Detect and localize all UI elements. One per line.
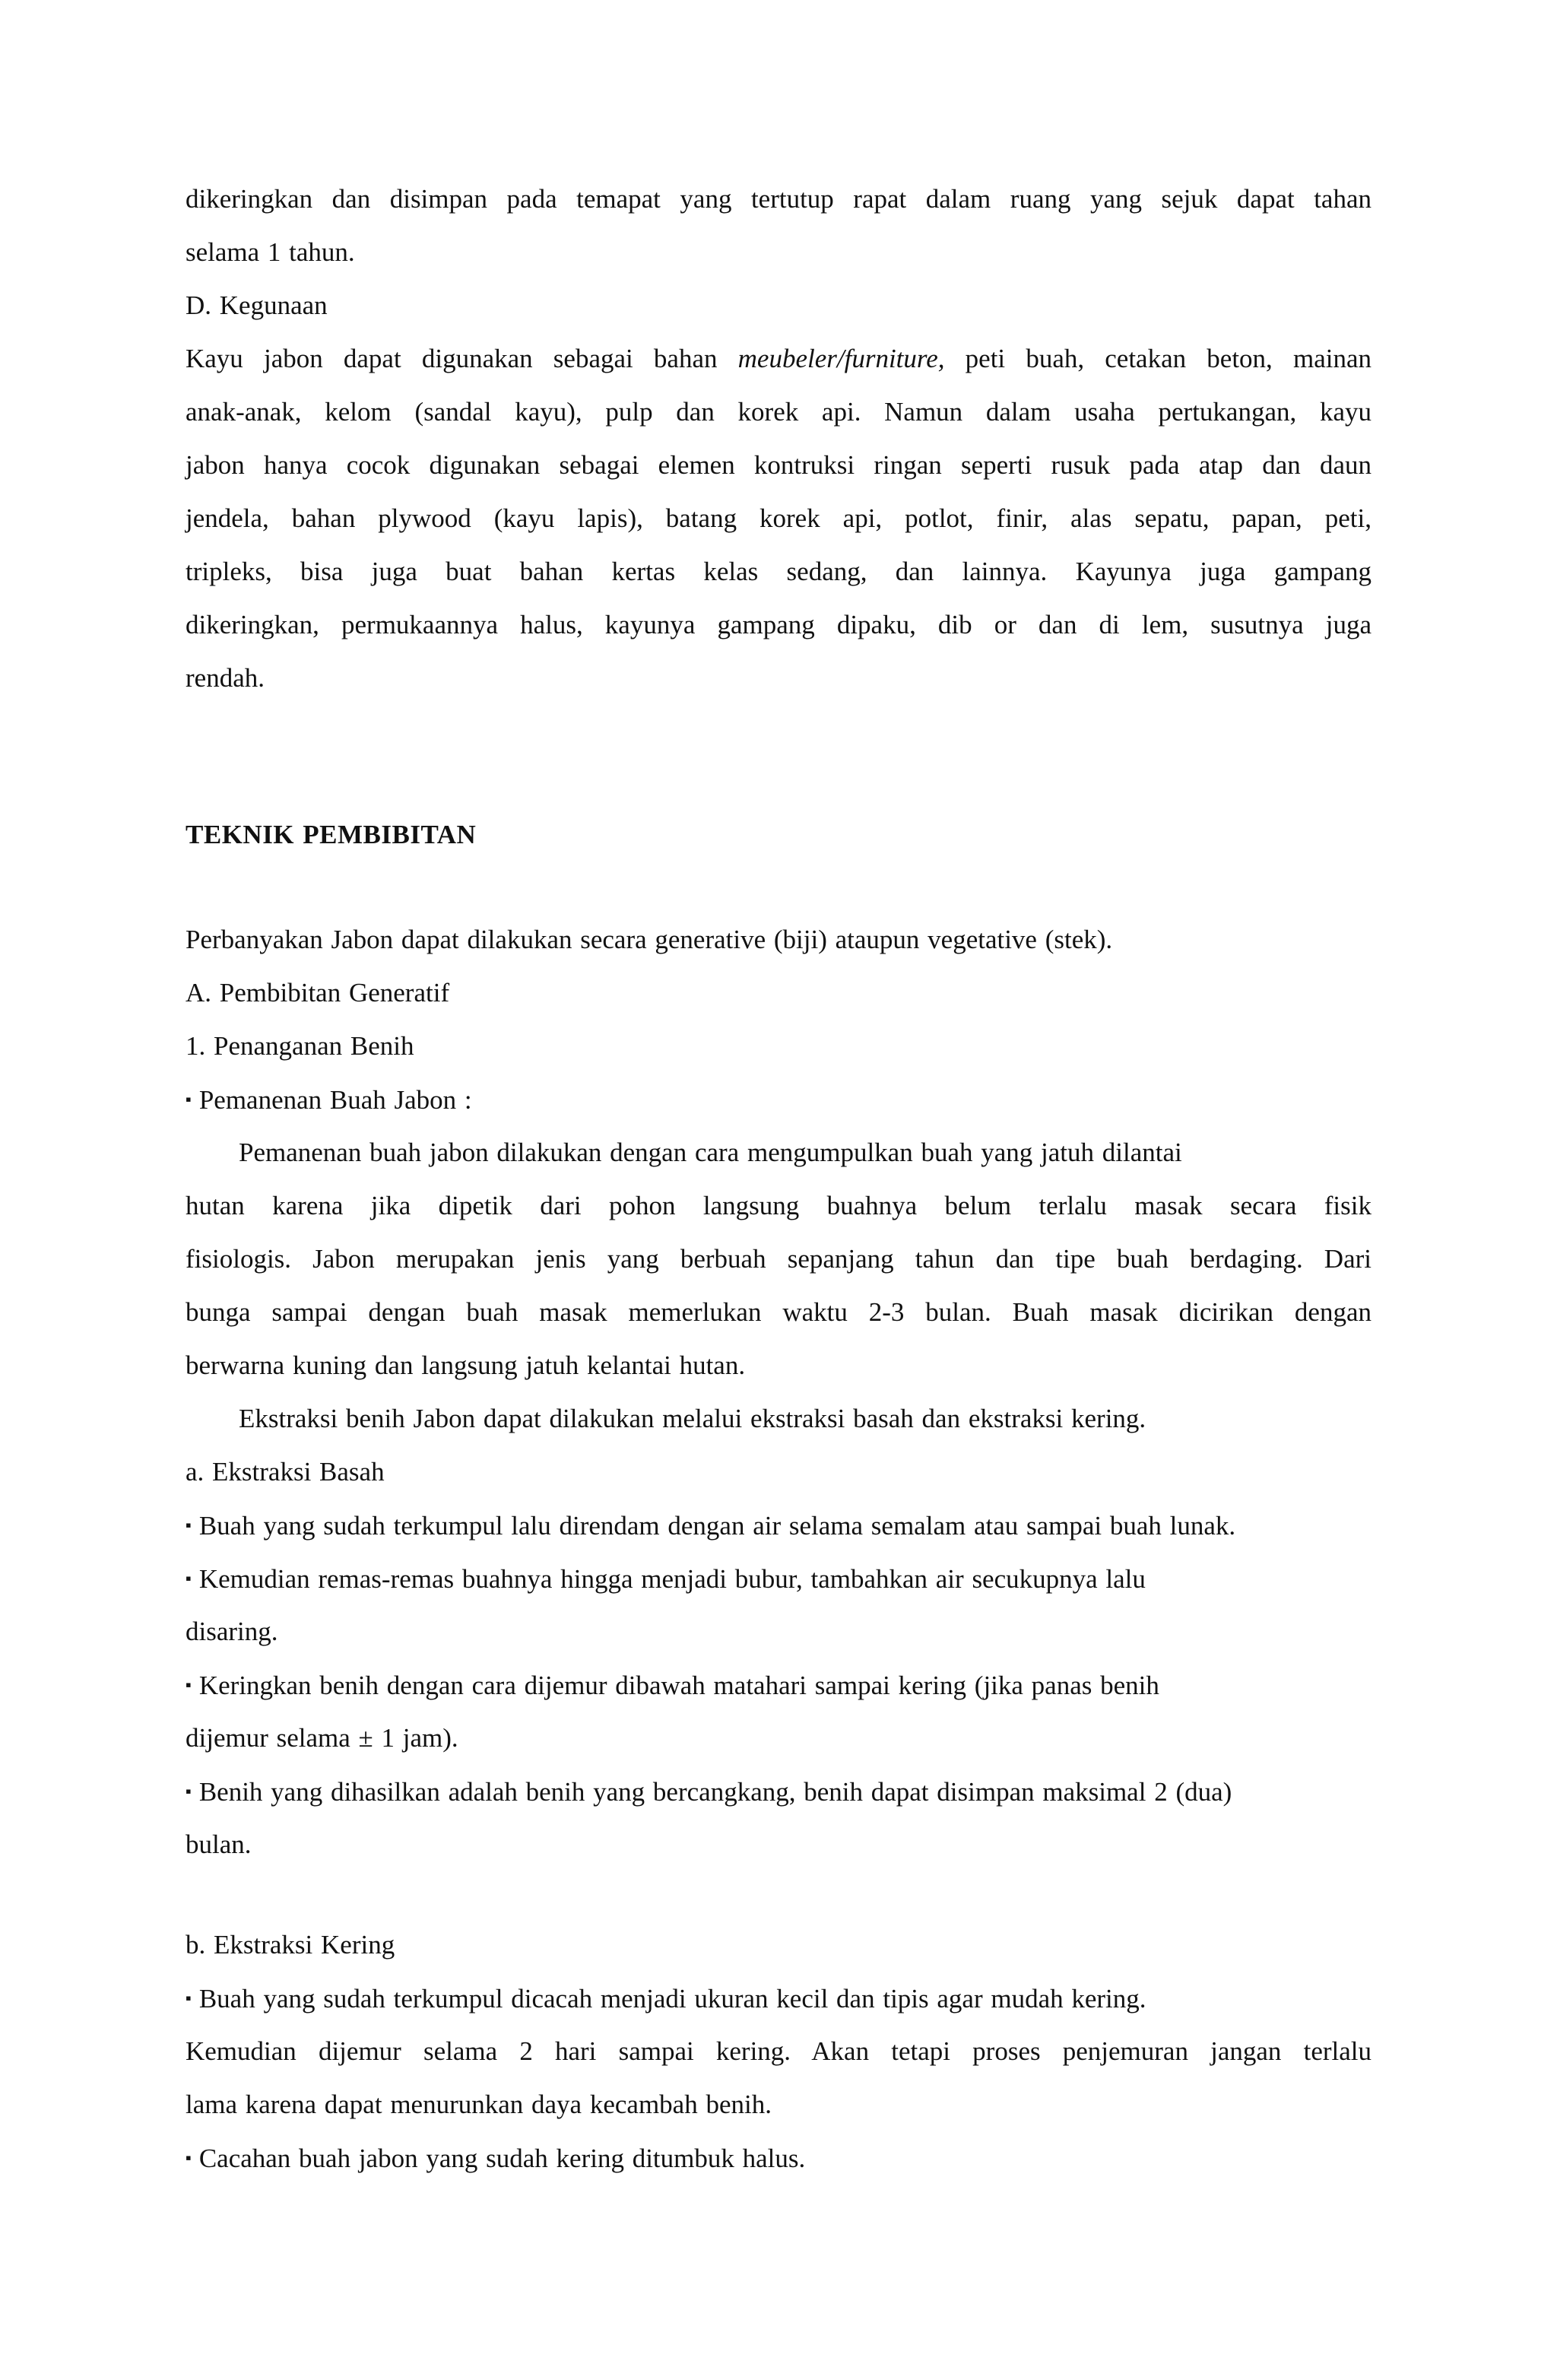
paragraph-line: Kayu jabon dapat digunakan sebagai bahan meubeler/furniture, peti buah, cetakan beton, mainan: [186, 344, 1371, 373]
paragraph-line: lama karena dapat menurunkan daya kecambah benih.: [186, 2090, 772, 2119]
paragraph-line: berwarna kuning dan langsung jatuh kelantai hutan.: [186, 1350, 746, 1380]
subheading-ekstraksi-kering: b. Ekstraksi Kering: [186, 1930, 395, 1960]
paragraph-line: bulan.: [186, 1829, 252, 1859]
bullet-icon: ▪: [186, 1569, 192, 1588]
paragraph-line: disaring.: [186, 1617, 278, 1646]
bullet-item: ▪ Benih yang dihasilkan adalah benih yang bercangkang, benih dapat disimpan maksimal 2 (dua): [186, 1773, 1371, 1810]
paragraph-line: Kemudian dijemur selama 2 hari sampai kering. Akan tetapi proses penjemuran jangan terlalu: [186, 2036, 1371, 2066]
bullet-icon: ▪: [186, 1782, 192, 1801]
bullet-icon: ▪: [186, 2148, 192, 2167]
subheading-penanganan-benih: 1. Penanganan Benih: [186, 1031, 414, 1061]
paragraph-line: dikeringkan, permukaannya halus, kayunya gampang dipaku, dib or dan di lem, susutnya juga: [186, 610, 1371, 639]
bullet-item: ▪ Cacahan buah jabon yang sudah kering ditumbuk halus.: [186, 2140, 1371, 2177]
paragraph-line: dikeringkan dan disimpan pada temapat yang tertutup rapat dalam ruang yang sejuk dapat tahan: [186, 184, 1371, 214]
paragraph-line: jabon hanya cocok digunakan sebagai elemen kontruksi ringan seperti rusuk pada atap dan daun: [186, 450, 1371, 480]
bullet-icon: ▪: [186, 1988, 192, 2007]
bullet-item: ▪ Buah yang sudah terkumpul dicacah menjadi ukuran kecil dan tipis agar mudah kering.: [186, 1980, 1371, 2017]
paragraph-line: Pemanenan buah jabon dilakukan dengan cara mengumpulkan buah yang jatuh dilantai: [239, 1138, 1182, 1167]
paragraph-line: tripleks, bisa juga buat bahan kertas kelas sedang, dan lainnya. Kayunya juga gampang: [186, 557, 1371, 586]
section-title-teknik-pembibitan: TEKNIK PEMBIBITAN: [186, 820, 477, 849]
paragraph-line: fisiologis. Jabon merupakan jenis yang berbuah sepanjang tahun dan tipe buah berdaging. Dari: [186, 1244, 1371, 1274]
bullet-icon: ▪: [186, 1090, 192, 1109]
paragraph-line: anak-anak, kelom (sandal kayu), pulp dan korek api. Namun dalam usaha pertukangan, kayu: [186, 397, 1371, 427]
italic-term: meubeler/furniture,: [737, 344, 945, 373]
bullet-icon: ▪: [186, 1675, 192, 1694]
paragraph-line: bunga sampai dengan buah masak memerlukan waktu 2-3 bulan. Buah masak dicirikan dengan: [186, 1297, 1371, 1327]
paragraph-line: jendela, bahan plywood (kayu lapis), batang korek api, potlot, finir, alas sepatu, papan, peti,: [186, 503, 1371, 533]
bullet-item: ▪ Buah yang sudah terkumpul lalu direndam dengan air selama semalam atau sampai buah lunak.: [186, 1507, 1371, 1544]
paragraph-line: Ekstraksi benih Jabon dapat dilakukan melalui ekstraksi basah dan ekstraksi kering.: [239, 1404, 1146, 1433]
subheading-ekstraksi-basah: a. Ekstraksi Basah: [186, 1457, 385, 1487]
bullet-item: ▪ Pemanenan Buah Jabon :: [186, 1081, 1371, 1119]
paragraph-line: rendah.: [186, 663, 265, 693]
bullet-item: ▪ Kemudian remas-remas buahnya hingga menjadi bubur, tambahkan air secukupnya lalu: [186, 1560, 1371, 1598]
paragraph-line: Perbanyakan Jabon dapat dilakukan secara generative (biji) ataupun vegetative (stek).: [186, 925, 1113, 954]
paragraph-line: hutan karena jika dipetik dari pohon langsung buahnya belum terlalu masak secara fisik: [186, 1191, 1371, 1220]
section-heading-kegunaan: D. Kegunaan: [186, 290, 328, 320]
paragraph-line: selama 1 tahun.: [186, 237, 355, 267]
bullet-item: ▪ Keringkan benih dengan cara dijemur dibawah matahari sampai kering (jika panas benih: [186, 1667, 1371, 1704]
subheading-pembibitan-generatif: A. Pembibitan Generatif: [186, 978, 450, 1008]
bullet-icon: ▪: [186, 1515, 192, 1534]
paragraph-line: dijemur selama ± 1 jam).: [186, 1723, 458, 1753]
